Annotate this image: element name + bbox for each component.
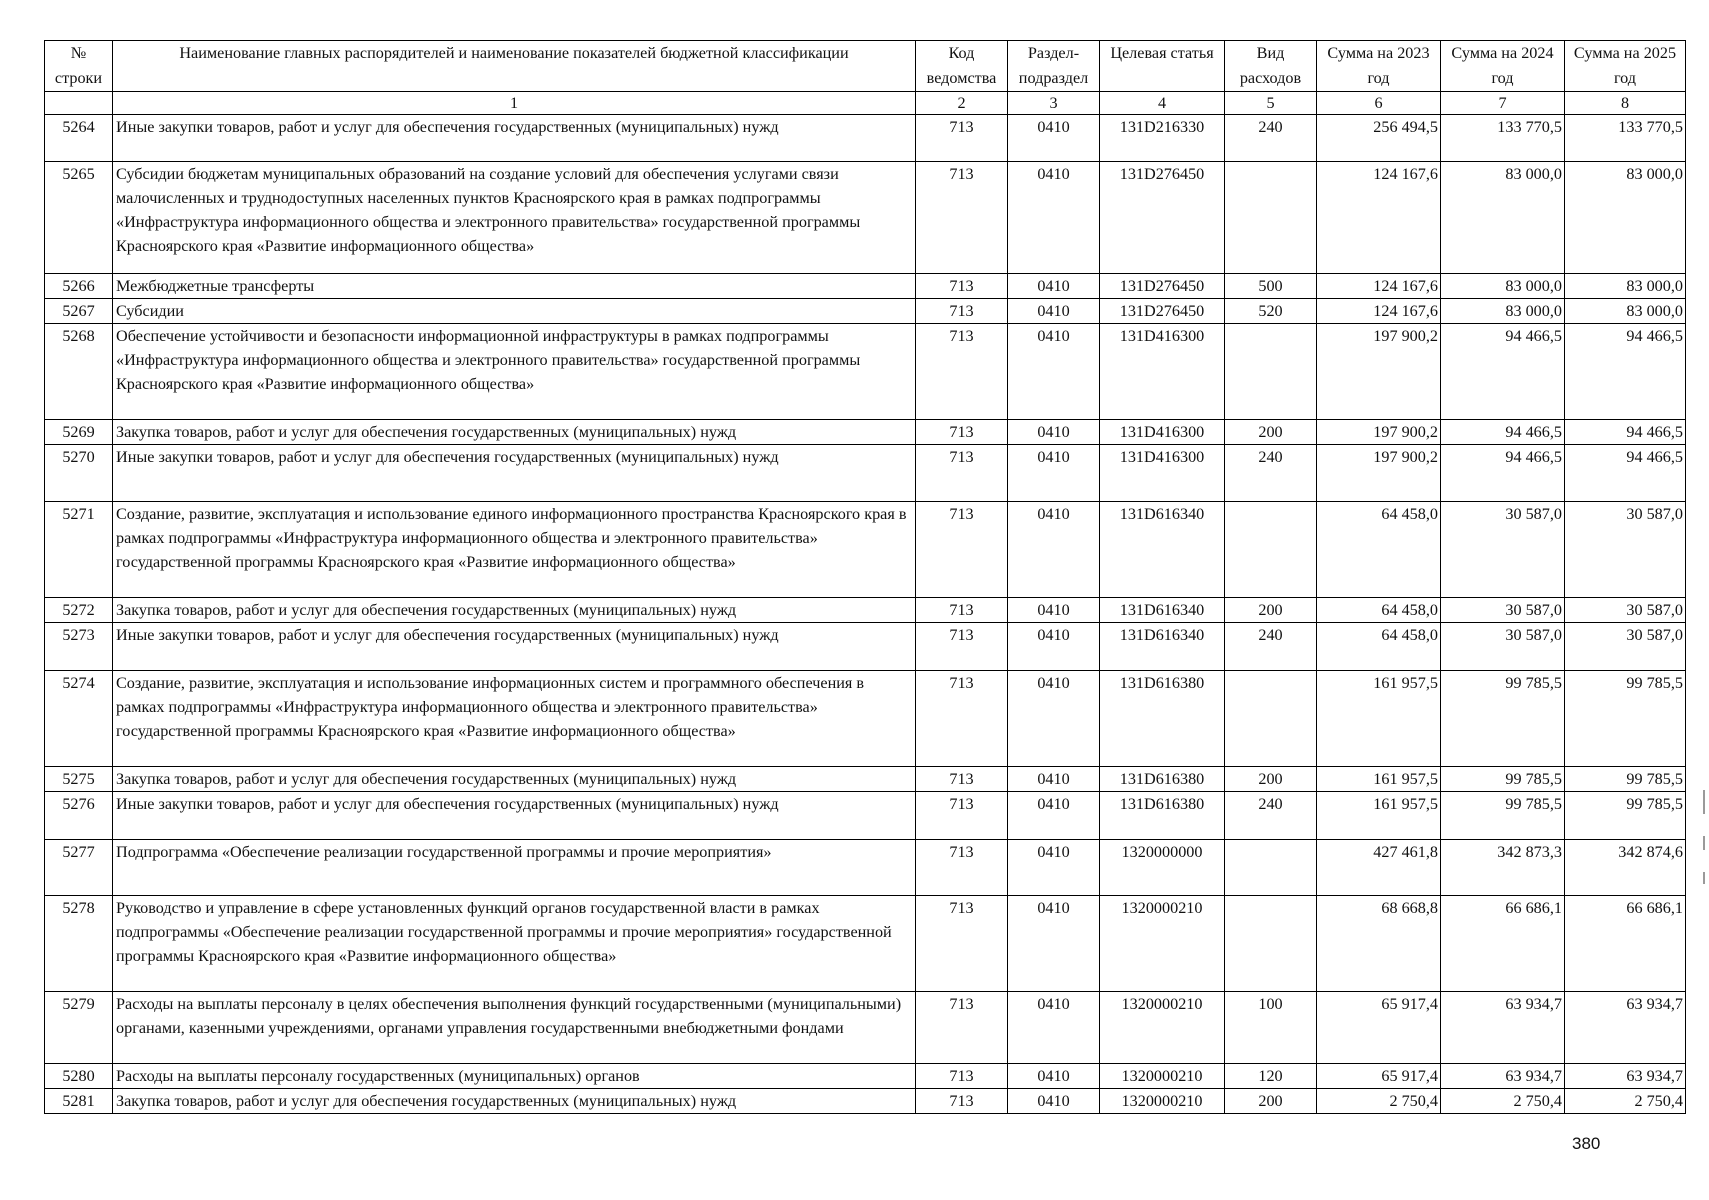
- table-row: [45, 162, 1686, 274]
- dept-code-cell: 713: [916, 992, 1008, 1064]
- budget-table: [44, 40, 1686, 1114]
- column-number: 1: [113, 92, 916, 115]
- target-item-cell: 131D276450: [1100, 274, 1225, 299]
- section-cell: 0410: [1008, 1089, 1100, 1114]
- expense-type-cell: 240: [1225, 623, 1317, 671]
- table-row: [45, 324, 1686, 420]
- sum-2025-cell: 2 750,4: [1565, 1089, 1686, 1114]
- target-item-cell: 131D416300: [1100, 324, 1225, 420]
- sum-2023-cell: 64 458,0: [1317, 598, 1441, 623]
- row-number-cell: 5267: [45, 299, 113, 324]
- row-name-cell: Иные закупки товаров, работ и услуг для обеспечения государственных (муниципальных) нужд: [113, 115, 916, 162]
- sum-2023-cell: 2 750,4: [1317, 1089, 1441, 1114]
- row-name-cell: Обеспечение устойчивости и безопасности информационной инфраструктуры в рамках подпрограммы «Инфраструктура информационного общества и электронного правительства» государственной программы Красноярского края «Развитие информационного общества»: [113, 324, 916, 420]
- target-item-cell: 131D416300: [1100, 445, 1225, 502]
- row-number-cell: 5278: [45, 896, 113, 992]
- section-cell: 0410: [1008, 671, 1100, 767]
- dept-code-cell: 713: [916, 767, 1008, 792]
- sum-2024-cell: 30 587,0: [1441, 598, 1565, 623]
- section-cell: 0410: [1008, 598, 1100, 623]
- table-row: [45, 792, 1686, 840]
- sum-2023-cell: 65 917,4: [1317, 1064, 1441, 1089]
- sum-2024-cell: 94 466,5: [1441, 420, 1565, 445]
- expense-type-cell: 100: [1225, 992, 1317, 1064]
- row-number-cell: 5271: [45, 502, 113, 598]
- expense-type-cell: 200: [1225, 767, 1317, 792]
- expense-type-cell: 200: [1225, 598, 1317, 623]
- sum-2025-cell: 94 466,5: [1565, 445, 1686, 502]
- sum-2023-cell: 161 957,5: [1317, 671, 1441, 767]
- expense-type-cell: [1225, 840, 1317, 896]
- sum-2025-cell: 99 785,5: [1565, 792, 1686, 840]
- target-item-cell: 1320000210: [1100, 992, 1225, 1064]
- sum-2025-cell: 83 000,0: [1565, 162, 1686, 274]
- sum-2024-cell: 99 785,5: [1441, 792, 1565, 840]
- table-row: [45, 502, 1686, 598]
- sum-2023-cell: 427 461,8: [1317, 840, 1441, 896]
- sum-2023-cell: 197 900,2: [1317, 445, 1441, 502]
- dept-code-cell: 713: [916, 840, 1008, 896]
- section-cell: 0410: [1008, 115, 1100, 162]
- expense-type-cell: [1225, 502, 1317, 598]
- expense-type-cell: 500: [1225, 274, 1317, 299]
- table-row: [45, 671, 1686, 767]
- section-cell: 0410: [1008, 840, 1100, 896]
- section-cell: 0410: [1008, 623, 1100, 671]
- sum-2023-cell: 64 458,0: [1317, 623, 1441, 671]
- expense-type-cell: [1225, 324, 1317, 420]
- target-item-cell: 131D416300: [1100, 420, 1225, 445]
- expense-type-cell: 200: [1225, 420, 1317, 445]
- header-row: [45, 41, 1686, 92]
- table-row: [45, 1064, 1686, 1089]
- row-name-cell: Подпрограмма «Обеспечение реализации государственной программы и прочие мероприятия»: [113, 840, 916, 896]
- sum-2025-cell: 83 000,0: [1565, 299, 1686, 324]
- dept-code-cell: 713: [916, 115, 1008, 162]
- scan-edge-mark: [1703, 872, 1705, 884]
- sum-2024-cell: 94 466,5: [1441, 445, 1565, 502]
- sum-2023-cell: 64 458,0: [1317, 502, 1441, 598]
- target-item-cell: 131D616380: [1100, 792, 1225, 840]
- sum-2025-cell: 342 874,6: [1565, 840, 1686, 896]
- section-cell: 0410: [1008, 896, 1100, 992]
- column-number: 8: [1565, 92, 1686, 115]
- row-name-cell: Закупка товаров, работ и услуг для обеспечения государственных (муниципальных) нужд: [113, 598, 916, 623]
- scan-edge-mark: [1703, 790, 1705, 814]
- column-number: 3: [1008, 92, 1100, 115]
- section-cell: 0410: [1008, 792, 1100, 840]
- sum-2023-cell: 68 668,8: [1317, 896, 1441, 992]
- sum-2024-cell: 30 587,0: [1441, 623, 1565, 671]
- target-item-cell: 131D616380: [1100, 671, 1225, 767]
- target-item-cell: 131D276450: [1100, 162, 1225, 274]
- dept-code-cell: 713: [916, 274, 1008, 299]
- sum-2025-cell: 30 587,0: [1565, 502, 1686, 598]
- sum-2024-cell: 66 686,1: [1441, 896, 1565, 992]
- section-cell: 0410: [1008, 324, 1100, 420]
- target-item-cell: 1320000000: [1100, 840, 1225, 896]
- dept-code-cell: 713: [916, 502, 1008, 598]
- expense-type-cell: 520: [1225, 299, 1317, 324]
- dept-code-cell: 713: [916, 162, 1008, 274]
- expense-type-cell: 240: [1225, 792, 1317, 840]
- expense-type-cell: 240: [1225, 115, 1317, 162]
- sum-2024-cell: 2 750,4: [1441, 1089, 1565, 1114]
- sum-2025-cell: 63 934,7: [1565, 1064, 1686, 1089]
- sum-2024-cell: 83 000,0: [1441, 299, 1565, 324]
- dept-code-cell: 713: [916, 623, 1008, 671]
- sum-2024-cell: 30 587,0: [1441, 502, 1565, 598]
- budget-table-sheet: [44, 40, 1683, 1114]
- dept-code-cell: 713: [916, 1089, 1008, 1114]
- column-number: 6: [1317, 92, 1441, 115]
- header-section: Раздел-подраздел: [1008, 41, 1100, 92]
- sum-2025-cell: 30 587,0: [1565, 598, 1686, 623]
- sum-2025-cell: 99 785,5: [1565, 767, 1686, 792]
- row-number-cell: 5269: [45, 420, 113, 445]
- table-row: [45, 992, 1686, 1064]
- section-cell: 0410: [1008, 445, 1100, 502]
- dept-code-cell: 713: [916, 671, 1008, 767]
- header-sum-2023: Сумма на 2023 год: [1317, 41, 1441, 92]
- sum-2025-cell: 99 785,5: [1565, 671, 1686, 767]
- row-number-cell: 5280: [45, 1064, 113, 1089]
- column-number-row: [45, 92, 1686, 115]
- column-number-blank: [45, 92, 113, 115]
- header-sum-2025: Сумма на 2025 год: [1565, 41, 1686, 92]
- header-name: Наименование главных распорядителей и наименование показателей бюджетной классификации: [113, 41, 916, 92]
- row-name-cell: Иные закупки товаров, работ и услуг для обеспечения государственных (муниципальных) нужд: [113, 792, 916, 840]
- section-cell: 0410: [1008, 992, 1100, 1064]
- row-number-cell: 5277: [45, 840, 113, 896]
- header-row-number: № строки: [45, 41, 113, 92]
- row-number-cell: 5275: [45, 767, 113, 792]
- sum-2024-cell: 83 000,0: [1441, 274, 1565, 299]
- sum-2025-cell: 63 934,7: [1565, 992, 1686, 1064]
- target-item-cell: 131D616340: [1100, 598, 1225, 623]
- row-name-cell: Иные закупки товаров, работ и услуг для обеспечения государственных (муниципальных) нужд: [113, 445, 916, 502]
- header-target-item: Целевая статья: [1100, 41, 1225, 92]
- table-row: [45, 623, 1686, 671]
- dept-code-cell: 713: [916, 1064, 1008, 1089]
- column-number: 4: [1100, 92, 1225, 115]
- sum-2023-cell: 197 900,2: [1317, 420, 1441, 445]
- column-number: 7: [1441, 92, 1565, 115]
- section-cell: 0410: [1008, 274, 1100, 299]
- sum-2024-cell: 342 873,3: [1441, 840, 1565, 896]
- sum-2025-cell: 94 466,5: [1565, 420, 1686, 445]
- row-name-cell: Иные закупки товаров, работ и услуг для обеспечения государственных (муниципальных) нужд: [113, 623, 916, 671]
- dept-code-cell: 713: [916, 598, 1008, 623]
- row-name-cell: Руководство и управление в сфере установленных функций органов государственной власти в рамках подпрограммы «Обеспечение реализации государственной программы и прочие мероприятия» государственной программы Красноярского края «Развитие информационного общества»: [113, 896, 916, 992]
- expense-type-cell: [1225, 671, 1317, 767]
- table-row: [45, 896, 1686, 992]
- sum-2024-cell: 133 770,5: [1441, 115, 1565, 162]
- table-row: [45, 840, 1686, 896]
- row-number-cell: 5281: [45, 1089, 113, 1114]
- sum-2023-cell: 161 957,5: [1317, 792, 1441, 840]
- sum-2023-cell: 197 900,2: [1317, 324, 1441, 420]
- row-number-cell: 5266: [45, 274, 113, 299]
- page-number: 380: [1572, 1134, 1601, 1153]
- table-body: [45, 115, 1686, 1114]
- row-number-cell: 5264: [45, 115, 113, 162]
- sum-2025-cell: 94 466,5: [1565, 324, 1686, 420]
- sum-2025-cell: 83 000,0: [1565, 274, 1686, 299]
- target-item-cell: 1320000210: [1100, 1064, 1225, 1089]
- sum-2023-cell: 124 167,6: [1317, 299, 1441, 324]
- section-cell: 0410: [1008, 299, 1100, 324]
- table-row: [45, 598, 1686, 623]
- sum-2023-cell: 124 167,6: [1317, 162, 1441, 274]
- target-item-cell: 131D216330: [1100, 115, 1225, 162]
- section-cell: 0410: [1008, 162, 1100, 274]
- dept-code-cell: 713: [916, 420, 1008, 445]
- header-sum-2024: Сумма на 2024 год: [1441, 41, 1565, 92]
- row-name-cell: Создание, развитие, эксплуатация и использование информационных систем и программного обеспечения в рамках подпрограммы «Инфраструктура информационного общества и электронного правительства» государственной программы Красноярского края «Развитие информационного общества»: [113, 671, 916, 767]
- target-item-cell: 131D276450: [1100, 299, 1225, 324]
- sum-2024-cell: 83 000,0: [1441, 162, 1565, 274]
- table-row: [45, 445, 1686, 502]
- row-number-cell: 5268: [45, 324, 113, 420]
- target-item-cell: 131D616380: [1100, 767, 1225, 792]
- section-cell: 0410: [1008, 1064, 1100, 1089]
- header-dept-code: Код ведомства: [916, 41, 1008, 92]
- expense-type-cell: 240: [1225, 445, 1317, 502]
- row-number-cell: 5270: [45, 445, 113, 502]
- sum-2024-cell: 63 934,7: [1441, 1064, 1565, 1089]
- sum-2023-cell: 124 167,6: [1317, 274, 1441, 299]
- sum-2023-cell: 65 917,4: [1317, 992, 1441, 1064]
- row-number-cell: 5273: [45, 623, 113, 671]
- row-number-cell: 5265: [45, 162, 113, 274]
- dept-code-cell: 713: [916, 896, 1008, 992]
- target-item-cell: 1320000210: [1100, 1089, 1225, 1114]
- sum-2024-cell: 94 466,5: [1441, 324, 1565, 420]
- row-name-cell: Субсидии бюджетам муниципальных образований на создание условий для обеспечения услугами связи малочисленных и труднодоступных населенных пунктов Красноярского края в рамках подпрограммы «Инфраструктура информационного общества и электронного правительства» государственной программы Красноярского края «Развитие информационного общества»: [113, 162, 916, 274]
- sum-2025-cell: 133 770,5: [1565, 115, 1686, 162]
- row-number-cell: 5279: [45, 992, 113, 1064]
- sum-2023-cell: 161 957,5: [1317, 767, 1441, 792]
- expense-type-cell: [1225, 162, 1317, 274]
- section-cell: 0410: [1008, 767, 1100, 792]
- sum-2024-cell: 63 934,7: [1441, 992, 1565, 1064]
- table-row: [45, 299, 1686, 324]
- section-cell: 0410: [1008, 420, 1100, 445]
- sum-2024-cell: 99 785,5: [1441, 671, 1565, 767]
- header-expense-type: Вид расходов: [1225, 41, 1317, 92]
- table-row: [45, 1089, 1686, 1114]
- row-number-cell: 5274: [45, 671, 113, 767]
- row-number-cell: 5272: [45, 598, 113, 623]
- sum-2023-cell: 256 494,5: [1317, 115, 1441, 162]
- row-name-cell: Субсидии: [113, 299, 916, 324]
- row-name-cell: Расходы на выплаты персоналу государственных (муниципальных) органов: [113, 1064, 916, 1089]
- section-cell: 0410: [1008, 502, 1100, 598]
- sum-2024-cell: 99 785,5: [1441, 767, 1565, 792]
- row-name-cell: Расходы на выплаты персоналу в целях обеспечения выполнения функций государственными (муниципальными) органами, казенными учреждениями, органами управления государственными внебюджетными фондами: [113, 992, 916, 1064]
- table-row: [45, 420, 1686, 445]
- row-name-cell: Закупка товаров, работ и услуг для обеспечения государственных (муниципальных) нужд: [113, 1089, 916, 1114]
- dept-code-cell: 713: [916, 792, 1008, 840]
- row-name-cell: Создание, развитие, эксплуатация и использование единого информационного пространства Красноярского края в рамках подпрограммы «Инфраструктура информационного общества и электронного правительства» государственной программы Красноярского края «Развитие информационного общества»: [113, 502, 916, 598]
- row-name-cell: Закупка товаров, работ и услуг для обеспечения государственных (муниципальных) нужд: [113, 420, 916, 445]
- table-row: [45, 115, 1686, 162]
- column-number: 5: [1225, 92, 1317, 115]
- dept-code-cell: 713: [916, 445, 1008, 502]
- table-row: [45, 767, 1686, 792]
- expense-type-cell: 120: [1225, 1064, 1317, 1089]
- sum-2025-cell: 66 686,1: [1565, 896, 1686, 992]
- dept-code-cell: 713: [916, 324, 1008, 420]
- column-number: 2: [916, 92, 1008, 115]
- scan-edge-mark: [1703, 836, 1705, 850]
- target-item-cell: 131D616340: [1100, 623, 1225, 671]
- table-row: [45, 274, 1686, 299]
- row-name-cell: Межбюджетные трансферты: [113, 274, 916, 299]
- target-item-cell: 1320000210: [1100, 896, 1225, 992]
- expense-type-cell: 200: [1225, 1089, 1317, 1114]
- sum-2025-cell: 30 587,0: [1565, 623, 1686, 671]
- dept-code-cell: 713: [916, 299, 1008, 324]
- row-number-cell: 5276: [45, 792, 113, 840]
- expense-type-cell: [1225, 896, 1317, 992]
- row-name-cell: Закупка товаров, работ и услуг для обеспечения государственных (муниципальных) нужд: [113, 767, 916, 792]
- target-item-cell: 131D616340: [1100, 502, 1225, 598]
